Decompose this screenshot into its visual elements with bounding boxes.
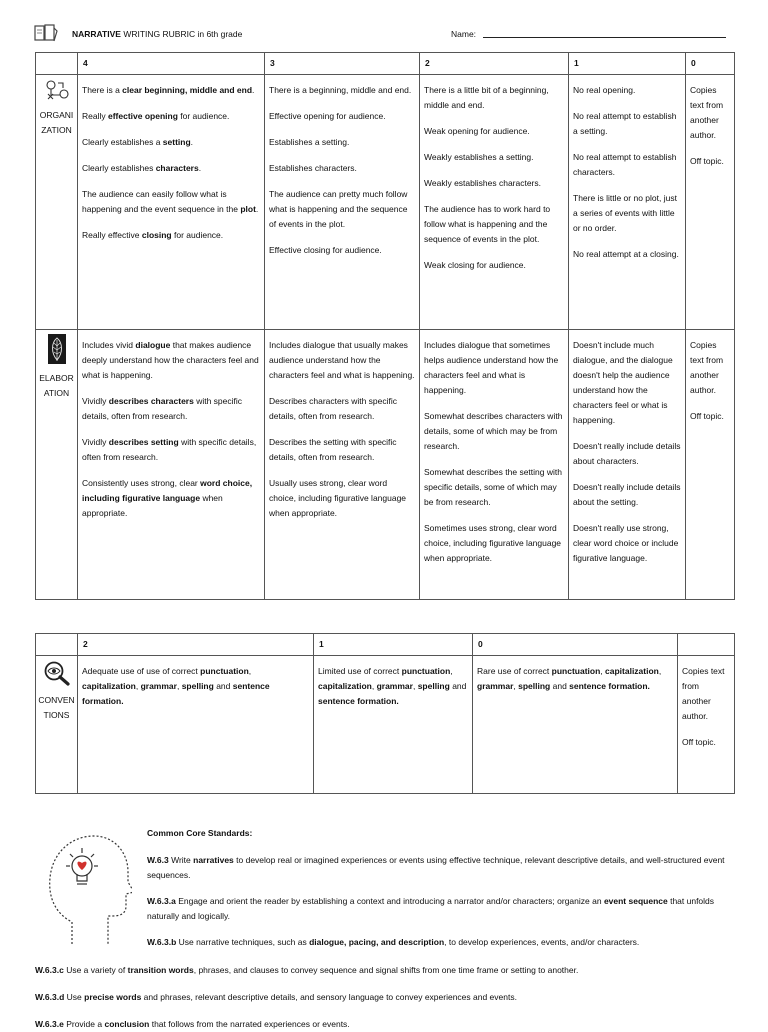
category-label: CONVENTIONS <box>38 695 75 720</box>
page-header <box>34 22 734 44</box>
criterion-text: Weak closing for audience. <box>424 260 526 270</box>
leaf-icon <box>48 334 66 364</box>
magnifier-eye-icon <box>43 660 71 686</box>
header-cell-score: 3 <box>265 53 420 75</box>
criterion-text: Clearly establishes characters. <box>82 163 202 173</box>
header-cell-score: 2 <box>420 53 569 75</box>
criterion-text: Includes dialogue that sometimes helps audience understand how the characters feel and what is happening. <box>424 340 559 395</box>
criterion-text: The audience can easily follow what is happening and the event sequence in the plot. <box>82 189 259 214</box>
criterion-text: Doesn't include much dialogue, and the dialogue doesn't help the audience understand how the characters feel or what is happening. <box>573 340 673 425</box>
criterion-text: Effective closing for audience. <box>269 245 382 255</box>
category-cell-organization <box>36 75 78 330</box>
header-cell-score: 1 <box>569 53 686 75</box>
rubric-row-organization <box>36 75 735 330</box>
rubric-table-organization-elaboration <box>35 52 735 600</box>
criterion-text: Somewhat describes the setting with specific details, some of which may be from research. <box>424 467 562 507</box>
rubric-cell <box>678 656 735 794</box>
rubric-cell <box>473 656 678 794</box>
rubric-cell <box>420 330 569 600</box>
rubric-cell <box>569 75 686 330</box>
rubric-cell <box>420 75 569 330</box>
criterion-text: There is a clear beginning, middle and end. <box>82 85 255 95</box>
criterion-text: Off topic. <box>690 411 724 421</box>
criterion-text: The audience has to work hard to follow what is happening and the sequence of events in the plot. <box>424 204 551 244</box>
criterion-text: Doesn't really include details about characters. <box>573 441 681 466</box>
organization-icon <box>44 79 70 101</box>
name-blank-line[interactable] <box>483 37 726 38</box>
criterion-text: Somewhat describes characters with details, some of which may be from research. <box>424 411 563 451</box>
criterion-text: There is little or no plot, just a series of events with little or no order. <box>573 193 677 233</box>
standard-item: W.6.3.d Use precise words and phrases, relevant descriptive details, and sensory language to convey experiences and events. <box>35 992 517 1002</box>
criterion-text: Clearly establishes a setting. <box>82 137 194 147</box>
head-lightbulb-icon <box>42 826 132 946</box>
criterion-text: Vividly describes setting with specific details, often from research. <box>82 437 257 462</box>
standard-item: W.6.3.c Use a variety of transition words, phrases, and clauses to convey sequence and signal shifts from one time frame or setting to another. <box>35 965 579 975</box>
rubric-cell <box>78 656 314 794</box>
rubric-cell <box>78 75 265 330</box>
criterion-text: Vividly describes characters with specific details, often from research. <box>82 396 243 421</box>
criterion-text: No real attempt to establish a setting. <box>573 111 677 136</box>
criterion-text: No real opening. <box>573 85 636 95</box>
header-cell-blank <box>36 53 78 75</box>
header-cell-score: 0 <box>473 634 678 656</box>
category-cell-elaboration <box>36 330 78 600</box>
criterion-text: Includes dialogue that usually makes audience understand how the characters feel and what is happening. <box>269 340 415 380</box>
standards-title: Common Core Standards: <box>147 828 253 838</box>
standard-item: W.6.3.b Use narrative techniques, such as dialogue, pacing, and description, to develop experiences, events, and/or characters. <box>147 937 640 947</box>
criterion-text: Really effective closing for audience. <box>82 230 224 240</box>
criterion-text: The audience can pretty much follow what is happening and the sequence of events in the plot. <box>269 189 408 229</box>
criterion-text: Limited use of correct punctuation, capitalization, grammar, spelling and sentence formation. <box>318 666 467 706</box>
criterion-text: Establishes a setting. <box>269 137 350 147</box>
criterion-text: Includes vivid dialogue that makes audience deeply understand how the characters feel and what is happening. <box>82 340 259 380</box>
rubric-cell <box>686 75 735 330</box>
criterion-text: Adequate use of use of correct punctuation, capitalization, grammar, spelling and sentence formation. <box>82 666 270 706</box>
header-cell-blank <box>678 634 735 656</box>
rubric-cell <box>265 330 420 600</box>
header-cell-score: 2 <box>78 634 314 656</box>
criterion-text: Describes characters with specific details, often from research. <box>269 396 398 421</box>
criterion-text: Doesn't really include details about the setting. <box>573 482 681 507</box>
rubric-cell <box>686 330 735 600</box>
criterion-text: Describes the setting with specific details, often from research. <box>269 437 397 462</box>
criterion-text: Off topic. <box>690 156 724 166</box>
criterion-text: Weak opening for audience. <box>424 126 530 136</box>
criterion-text: Weakly establishes a setting. <box>424 152 534 162</box>
rubric-cell <box>314 656 473 794</box>
standard-item: W.6.3.a Engage and orient the reader by establishing a context and introducing a narrator and/or characters; organize an event sequence that unfolds naturally and logically. <box>147 896 715 921</box>
criterion-text: Sometimes uses strong, clear word choice, including figurative language when appropriate. <box>424 523 562 563</box>
standard-item: W.6.3 Write narratives to develop real or imagined experiences or events using effective technique, relevant descriptive details, and well-structured event sequences. <box>147 855 725 880</box>
criterion-text: Usually uses strong, clear word choice, including figurative language when appropriate. <box>269 478 407 518</box>
header-cell-blank <box>36 634 78 656</box>
rubric-header-row <box>36 634 735 656</box>
book-icon <box>34 23 58 43</box>
rubric-cell <box>78 330 265 600</box>
criterion-text: No real attempt at a closing. <box>573 249 679 259</box>
category-cell-conventions <box>36 656 78 794</box>
criterion-text: Weakly establishes characters. <box>424 178 542 188</box>
category-label: ELABORATION <box>39 373 74 398</box>
header-cell-score: 0 <box>686 53 735 75</box>
rubric-row-elaboration <box>36 330 735 600</box>
criterion-text: Consistently uses strong, clear word choice, including figurative language when appropriate. <box>82 478 253 518</box>
criterion-text: Rare use of correct punctuation, capitalization, grammar, spelling and sentence formation. <box>477 666 662 691</box>
header-cell-score: 1 <box>314 634 473 656</box>
rubric-cell <box>569 330 686 600</box>
category-label: ORGANIZATION <box>39 110 74 135</box>
criterion-text: There is a beginning, middle and end. <box>269 85 412 95</box>
criterion-text: Copies text from another author. <box>690 340 724 395</box>
header-cell-score: 4 <box>78 53 265 75</box>
criterion-text: No real attempt to establish characters. <box>573 152 677 177</box>
rubric-table-conventions <box>35 633 735 794</box>
rubric-header-row <box>36 53 735 75</box>
criterion-text: Establishes characters. <box>269 163 357 173</box>
standard-item: W.6.3.e Provide a conclusion that follows from the narrated experiences or events. <box>35 1019 350 1029</box>
criterion-text: There is a little bit of a beginning, middle and end. <box>424 85 549 110</box>
name-label: Name: <box>451 29 477 39</box>
criterion-text: Doesn't really use strong, clear word choice or include figurative language. <box>573 523 679 563</box>
criterion-text: Copies text from another author. <box>690 85 724 140</box>
criterion-text: Copies text from another author. <box>682 666 725 721</box>
criterion-text: Off topic. <box>682 737 716 747</box>
rubric-cell <box>265 75 420 330</box>
page-title: NARRATIVE WRITING RUBRIC in 6th grade <box>72 29 243 39</box>
rubric-row-conventions <box>36 656 735 794</box>
criterion-text: Really effective opening for audience. <box>82 111 230 121</box>
criterion-text: Effective opening for audience. <box>269 111 386 121</box>
